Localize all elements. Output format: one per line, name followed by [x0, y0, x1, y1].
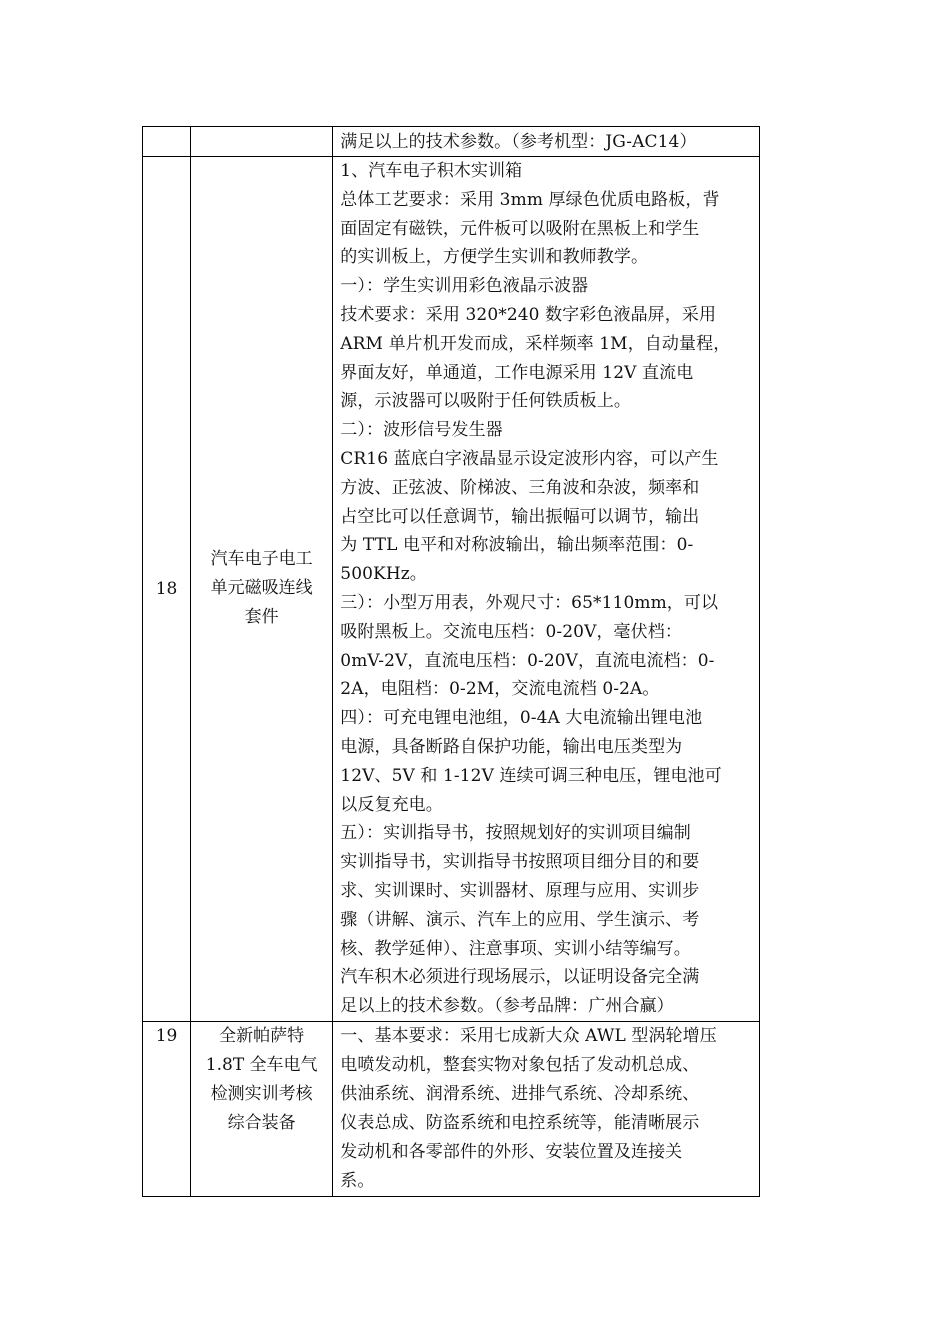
spec-line: 二）：波形信号发生器: [340, 420, 503, 441]
spec-line: 12V、5V 和 1-12V 连续可调三种电压，锂电池可: [340, 765, 722, 786]
index-cell: [143, 157, 191, 1022]
spec-line: 总体工艺要求：采用 3mm 厚绿色优质电路板，背: [340, 189, 720, 210]
name-line: 全新帕萨特: [219, 1025, 305, 1046]
spec-line: 足以上的技术参数。（参考品牌：广州合赢）: [340, 996, 674, 1017]
name-line: 套件: [244, 607, 279, 628]
spec-line: 为 TTL 电平和对称波输出，输出频率范围：0-: [340, 535, 694, 556]
spec-table: [142, 126, 760, 1197]
spec-line: 的实训板上，方便学生实训和教师教学。: [340, 247, 649, 268]
name-line: 单元磁吸连线: [210, 578, 313, 599]
name-line: 综合装备: [227, 1112, 296, 1133]
spec-line: 骤（讲解、演示、汽车上的应用、学生演示、考: [340, 909, 700, 930]
table-row: [143, 157, 760, 1022]
table-row: [143, 1021, 760, 1196]
spec-line: 汽车积木必须进行现场展示，以证明设备完全满: [340, 967, 700, 988]
spec-line: 一）：学生实训用彩色液晶示波器: [340, 276, 589, 297]
name-cell: [191, 1021, 333, 1196]
index-cell: [143, 127, 191, 157]
spec-line: 实训指导书，实训指导书按照项目细分目的和要: [340, 852, 700, 873]
spec-line: 1、汽车电子积木实训箱: [340, 161, 523, 181]
spec-line: 占空比可以任意调节，输出振幅可以调节，输出: [340, 506, 700, 527]
name-line: 汽车电子电工: [210, 549, 313, 570]
spec-line: 核、教学延伸）、注意事项、实训小结等编写。: [340, 938, 691, 959]
spec-line: ARM 单片机开发而成，采样频率 1M，自动量程，: [340, 333, 731, 354]
spec-line: 以反复充电。: [340, 794, 443, 815]
item-number: 19: [155, 1025, 178, 1046]
spec-line: 吸附黑板上。交流电压档：0-20V，毫伏档：: [340, 621, 682, 642]
spec-line: 2A，电阻档：0-2M，交流电流档 0-2A。: [340, 679, 660, 700]
spec-line: CR16 蓝底白字液晶显示设定波形内容，可以产生: [340, 448, 719, 469]
spec-cell: [333, 1021, 760, 1196]
spec-line: 面固定有磁铁，元件板可以吸附在黑板上和学生: [340, 218, 700, 239]
name-line: 检测实训考核: [210, 1083, 313, 1104]
spec-line: 四）：可充电锂电池组，0-4A 大电流输出锂电池: [340, 708, 703, 729]
spec-line: 0mV-2V，直流电压档：0-20V，直流电流档：0-: [340, 650, 715, 671]
spec-line: 界面友好，单通道，工作电源采用 12V 直流电: [340, 362, 694, 383]
spec-text: [333, 157, 759, 1021]
spec-line: 源，示波器可以吸附于任何铁质板上。: [340, 391, 631, 412]
spec-line: 五）：实训指导书，按照规划好的实训项目编制: [340, 823, 691, 844]
index-cell: [143, 1021, 191, 1196]
spec-line: 电喷发动机，整套实物对象包括了发动机总成、: [340, 1054, 700, 1075]
spec-line: 供油系统、润滑系统、进排气系统、冷却系统、: [340, 1083, 700, 1104]
item-name: [191, 545, 332, 632]
spec-line: 求、实训课时、实训器材、原理与应用、实训步: [340, 880, 700, 901]
spec-line: 满足以上的技术参数。（参考机型：JG-AC14）: [340, 131, 697, 152]
spec-text: [333, 128, 759, 156]
table-row: [143, 127, 760, 157]
spec-line: 电源，具备断路自保护功能，输出电压类型为: [340, 736, 683, 757]
item-name: [191, 1022, 332, 1138]
spec-text: [333, 1022, 759, 1196]
spec-line: 一、基本要求：采用七成新大众 AWL 型涡轮增压: [340, 1025, 717, 1046]
spec-line: 技术要求：采用 320*240 数字彩色液晶屏，采用: [340, 304, 717, 325]
spec-line: 发动机和各零部件的外形、安装位置及连接关: [340, 1141, 683, 1162]
name-line: 1.8T 全车电气: [205, 1054, 318, 1075]
name-cell: [191, 157, 333, 1022]
spec-line: 方波、正弦波、阶梯波、三角波和杂波，频率和: [340, 477, 700, 498]
spec-line: 500KHz。: [340, 564, 427, 585]
name-cell: [191, 127, 333, 157]
spec-cell: [333, 127, 760, 157]
spec-line: 三）：小型万用表，外观尺寸：65*110mm，可以: [340, 592, 719, 613]
spec-cell: [333, 157, 760, 1022]
spec-line: 系。: [340, 1170, 375, 1191]
spec-line: 仪表总成、防盗系统和电控系统等，能清晰展示: [340, 1112, 700, 1133]
item-number: 18: [155, 578, 178, 599]
